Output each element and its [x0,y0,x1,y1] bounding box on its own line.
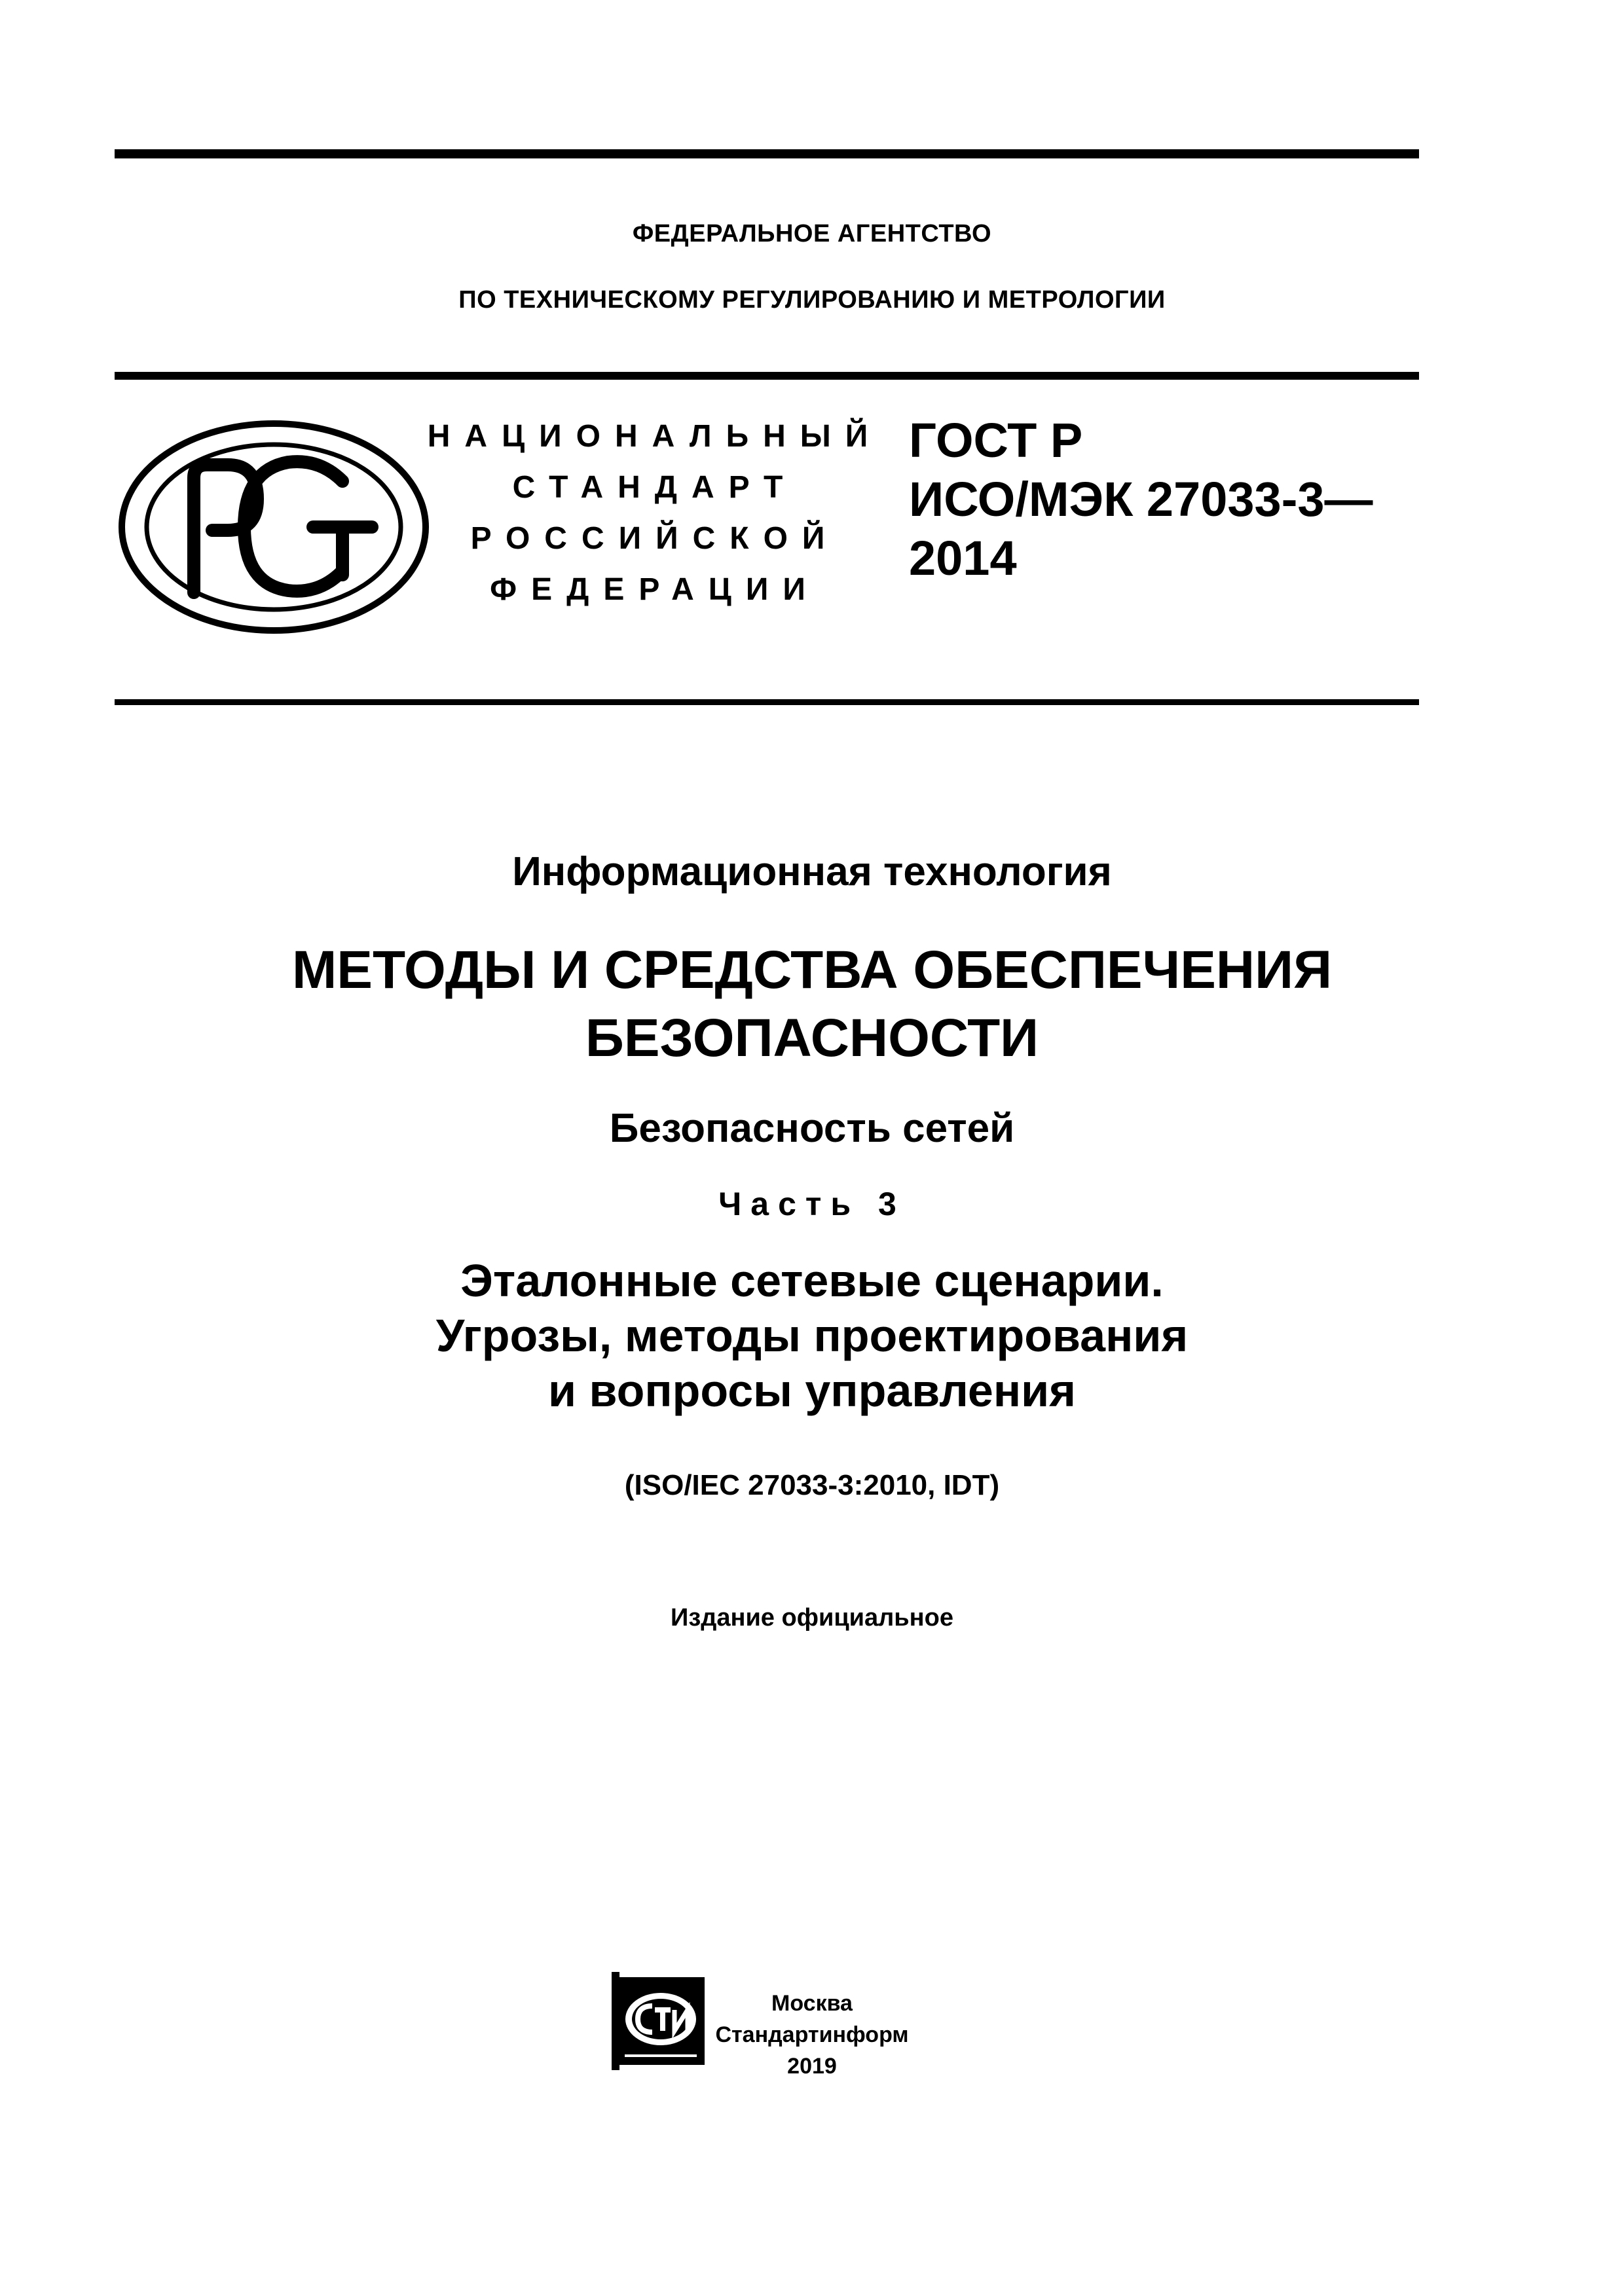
publisher-name: Стандартинформ [715,2022,909,2047]
topic-heading: Информационная технология [512,849,1112,894]
designation-line-2: ИСО/МЭК 27033-3— [909,472,1373,526]
part-label: Часть 3 [718,1186,906,1222]
national-line-2: СТАНДАРТ [512,470,798,505]
edition-note: Издание официальное [671,1604,953,1631]
publisher-city: Москва [771,1991,853,2016]
subtitle: Безопасность сетей [609,1106,1015,1151]
header-rule-bottom [115,699,1419,705]
national-line-4: ФЕДЕРАЦИИ [490,572,820,607]
national-line-3: РОССИЙСКОЙ [470,521,840,556]
gost-r-logo [117,419,431,635]
standartinform-logo [612,1972,710,2070]
iso-reference: (ISO/IEC 27033-3:2010, IDT) [624,1469,1000,1501]
part-title-line-2: Угрозы, методы проектирования [435,1310,1189,1361]
main-title-line-1: МЕТОДЫ И СРЕДСТВА ОБЕСПЕЧЕНИЯ [291,940,1333,1000]
standard-designation [909,411,1373,588]
national-standard-block [419,411,891,615]
designation-line-1: ГОСТ Р [909,413,1083,467]
header-rule-top [115,372,1419,380]
designation-line-3: 2014 [909,531,1017,585]
publication-year: 2019 [787,2054,837,2079]
national-line-1: НАЦИОНАЛЬНЫЙ [427,419,883,454]
publisher-info [707,1988,917,2082]
agency-line-1: ФЕДЕРАЛЬНОЕ АГЕНТСТВО [632,220,992,247]
part-title-line-1: Эталонные сетевые сценарии. [460,1255,1164,1306]
main-title-line-2: БЕЗОПАСНОСТИ [585,1008,1039,1068]
agency-line-2: ПО ТЕХНИЧЕСКОМУ РЕГУЛИРОВАНИЮ И МЕТРОЛОГИИ [458,286,1166,314]
top-rule [115,149,1419,158]
part-title-line-3: и вопросы управления [547,1365,1077,1416]
